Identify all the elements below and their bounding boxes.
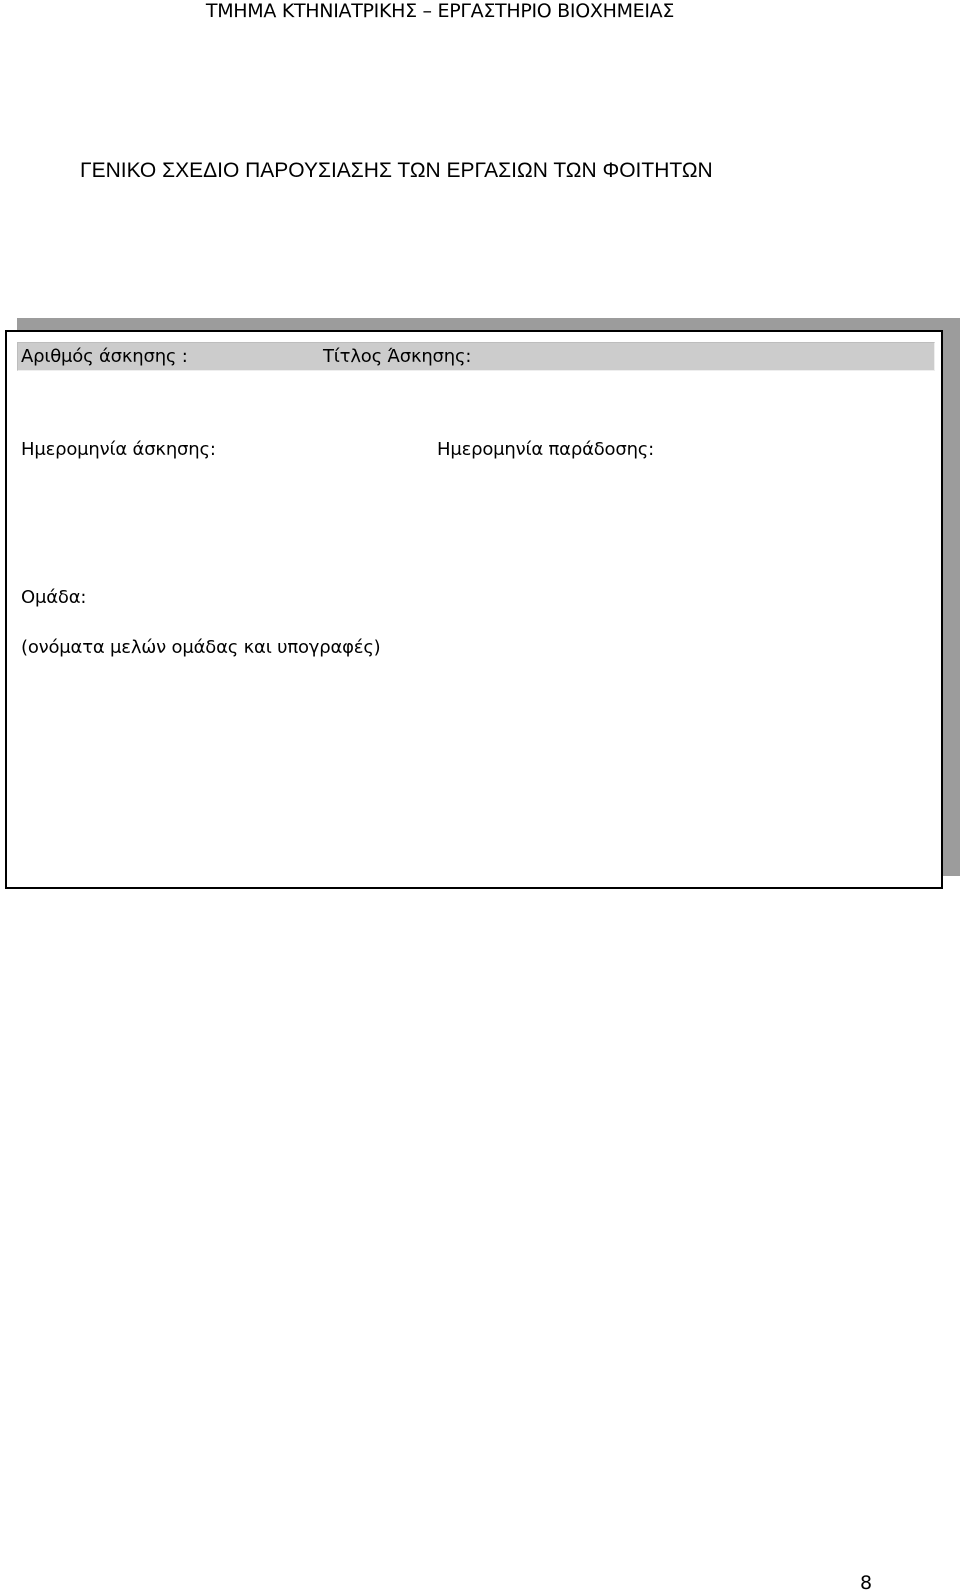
exercise-number-label: Αριθμός άσκησης :: [21, 346, 188, 367]
group-members-note: (ονόματα μελών ομάδας και υπογραφές): [21, 637, 381, 658]
page-number: 8: [860, 1572, 873, 1594]
presentation-form: [5, 330, 943, 889]
document-title: ΓΕΝΙΚΟ ΣΧΕΔΙΟ ΠΑΡΟΥΣΙΑΣΗΣ ΤΩΝ ΕΡΓΑΣΙΩΝ ΤΩΝ ΦΟΙΤΗΤΩΝ: [80, 159, 713, 182]
page-header: ΤΜΗΜΑ ΚΤΗΝΙΑΤΡΙΚΗΣ – ΕΡΓΑΣΤΗΡΙΟ ΒΙΟΧΗΜΕΙΑΣ: [205, 0, 675, 22]
exercise-date-label: Ημερομηνία άσκησης:: [21, 439, 216, 460]
group-label: Ομάδα:: [21, 587, 87, 608]
delivery-date-label: Ημερομηνία παράδοσης:: [437, 439, 655, 460]
exercise-title-label: Τίτλος Άσκησης:: [323, 346, 472, 367]
